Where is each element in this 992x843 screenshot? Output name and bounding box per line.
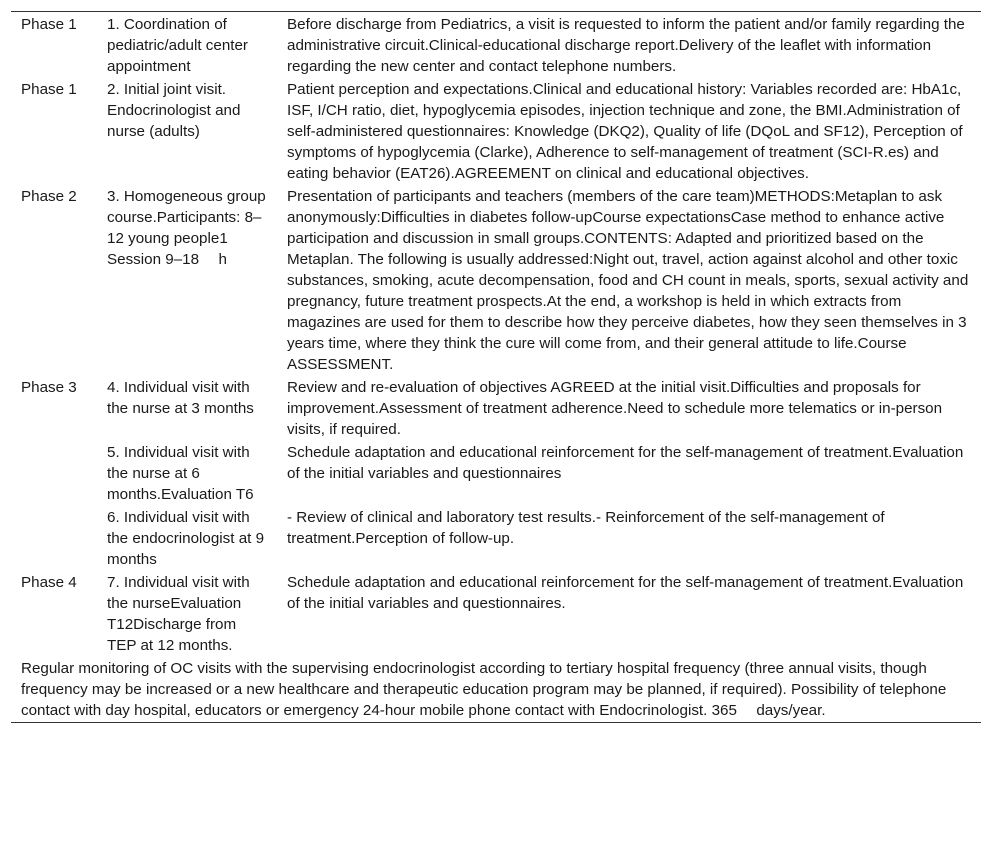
content-cell: Presentation of participants and teachers (members of the care team)METHODS:Metaplan to ask anonymously:Difficulties in diabetes follow-upCourse expectationsCase method to enhance active participation and discussion in small groups.CONTENTS: Adapted and prioritized based on the Metaplan. The following is usually addressed:Night out, travel, action against alcohol and other toxic substances, smoking, acute decompensation, food and CH count in meals, sports, sexual activity and pregnancy, future treatment prospects.At the end, a workshop is held in which extracts from magazines are used for them to describe how they perceive diabetes, how they seen themselves in 3 years time, where they think the cure will come from, and their general attitude to life.Course ASSESSMENT.	[287, 188, 969, 373]
content-cell: Schedule adaptation and educational reinforcement for the self-management of treatment.Evaluation of the initial variables and questionnaires.	[287, 574, 964, 612]
phase-cell: Phase 1	[21, 16, 77, 33]
visit-cell: 1. Coordination of pediatric/adult center appointment	[107, 16, 248, 75]
table-row	[11, 185, 981, 376]
footer-note: Regular monitoring of OC visits with the supervising endocrinologist according to tertiary hospital frequency (three annual visits, though frequency may be increased or a new healthcare and therapeutic education program may be planned, if required). Possibility of telephone contact with day hospital, educators or emergency 24-hour mobile phone contact with Endocrinologist. 365 days/year.	[21, 660, 947, 719]
visit-cell: 3. Homogeneous group course.Participants: 8–12 young people1 Session 9–18 h	[107, 188, 266, 268]
phase-cell: Phase 4	[21, 574, 77, 591]
table-row	[11, 12, 981, 79]
visit-cell: 7. Individual visit with the nurseEvaluation T12Discharge from TEP at 12 months.	[107, 574, 250, 654]
phase-cell: Phase 3	[21, 379, 77, 396]
phase-cell: Phase 2	[21, 188, 77, 205]
content-cell: Review and re-evaluation of objectives AGREED at the initial visit.Difficulties and proposals for improvement.Assessment of treatment adherence.Need to schedule more telematics or in-person visits, if required.	[287, 379, 943, 438]
visit-cell: 4. Individual visit with the nurse at 3 months	[107, 379, 254, 417]
content-cell: Before discharge from Pediatrics, a visit is requested to inform the patient and/or family regarding the administrative circuit.Clinical-educational discharge report.Delivery of the leaflet with information regarding the new center and contact telephone numbers.	[287, 16, 965, 75]
phase-cell	[11, 441, 97, 506]
content-cell: - Review of clinical and laboratory test results.- Reinforcement of the self-management of treatment.Perception of follow-up.	[287, 509, 885, 547]
content-cell: Schedule adaptation and educational reinforcement for the self-management of treatment.Evaluation of the initial variables and questionnaires	[287, 444, 964, 482]
content-cell: Patient perception and expectations.Clinical and educational history: Variables recorded are: HbA1c, ISF, I/CH ratio, diet, hypoglycemia episodes, injection technique and zone, the BMI.Administration of self-administered questionnaires: Knowledge (DKQ2), Quality of life (DQoL and SF12), Perception of symptoms of hypoglycemia (Clarke), Adherence to self-management of treatment (SCI-R.es) and eating behavior (EAT26).AGREEMENT on clinical and educational objectives.	[287, 81, 963, 182]
program-phases-table	[11, 11, 981, 723]
table-row	[11, 376, 981, 441]
phase-cell	[11, 506, 97, 571]
program-table-container	[11, 11, 981, 723]
table-row	[11, 506, 981, 571]
visit-cell: 5. Individual visit with the nurse at 6 months.Evaluation T6	[107, 444, 254, 503]
visit-cell: 6. Individual visit with the endocrinologist at 9 months	[107, 509, 265, 568]
table-row	[11, 78, 981, 185]
phase-cell: Phase 1	[21, 81, 77, 98]
table-row	[11, 441, 981, 506]
table-footer-row	[11, 657, 981, 723]
visit-cell: 2. Initial joint visit. Endocrinologist and nurse (adults)	[107, 81, 241, 140]
table-row	[11, 571, 981, 657]
